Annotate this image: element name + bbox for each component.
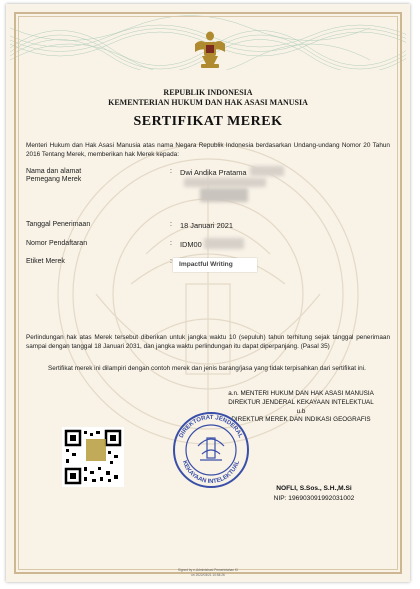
certificate-title: SERTIFIKAT MEREK bbox=[133, 114, 283, 129]
registration-value: IDM00 bbox=[180, 240, 202, 249]
signature-line-3: u.b bbox=[296, 408, 306, 415]
owner-name: Dwi Andika Pratama bbox=[180, 168, 247, 177]
attachment-paragraph: Sertifikat merek ini dilampiri dengan contoh merek dan jenis barang/jasa yang tidak terpisahkan dari sertifikat ini. bbox=[48, 365, 366, 372]
stamp-bottom-text: KEKAYAAN INTELEKTUAL bbox=[180, 459, 242, 486]
registration-colon: : bbox=[170, 240, 172, 247]
intro-paragraph: Menteri Hukum dan Hak Asasi Manusia atas nama Negara Republik Indonesia berdasarkan Undang-undang Nomor 20 Tahun 2016 Tentang Merek, memberikan hak Merek kepada: bbox=[26, 142, 390, 158]
official-stamp-icon bbox=[170, 410, 252, 490]
signature-line-2: DIREKTUR JENDERAL KEKAYAAN INTELEKTUAL bbox=[228, 399, 374, 406]
owner-label: Nama dan alamat Pemegang Merek bbox=[26, 168, 82, 183]
footer-line-2: on 2022/03/21 10:54:26 bbox=[191, 573, 225, 577]
owner-colon: : bbox=[170, 168, 172, 175]
footer-line-1: Signed by e-Administrasi Pemerintahan KI bbox=[178, 568, 238, 572]
stamp-top-text: DIREKTORAT JENDERAL bbox=[178, 414, 244, 440]
brand-label-text: Impactful Writing bbox=[179, 261, 233, 268]
garuda-emblem-icon bbox=[193, 30, 227, 70]
registration-label: Nomor Pendaftaran bbox=[26, 240, 88, 247]
qr-logo-overlay bbox=[86, 439, 106, 461]
brand-label-label: Etiket Merek bbox=[26, 258, 65, 265]
signature-line-4: DIREKTUR MEREK DAN INDIKASI GEOGRAFIS bbox=[231, 416, 371, 423]
redacted-block bbox=[204, 238, 244, 249]
svg-text:DIREKTORAT JENDERAL bbox=[179, 415, 244, 439]
date-label: Tanggal Penerimaan bbox=[26, 221, 91, 228]
signatory-name: NOFLI, S.Sos., S.H.,M.Si bbox=[276, 485, 352, 492]
date-colon: : bbox=[170, 221, 172, 228]
qr-code bbox=[62, 427, 124, 487]
signatory-nip: NIP: 196903091992031002 bbox=[273, 495, 355, 502]
brand-label-box bbox=[173, 258, 257, 272]
country-heading: REPUBLIK INDONESIA bbox=[163, 88, 253, 97]
redacted-block bbox=[184, 178, 266, 187]
brand-label-colon: : bbox=[170, 258, 172, 265]
redacted-block bbox=[200, 188, 248, 202]
date-value: 18 Januari 2021 bbox=[180, 221, 234, 230]
protection-paragraph: Perlindungan hak atas Merek tersebut diberikan untuk jangka waktu 10 (sepuluh) tahun terhitung sejak tanggal penerimaan sampai dengan tanggal 18 Januari 2031, dan jangka waktu perlindungan itu dapat diperpanjang. (Pasal 35) bbox=[26, 334, 390, 350]
redacted-block bbox=[250, 166, 284, 176]
signature-line-1: a.n. MENTERI HUKUM DAN HAK ASASI MANUSIA bbox=[228, 390, 374, 397]
certificate bbox=[6, 4, 410, 582]
ministry-heading: KEMENTERIAN HUKUM DAN HAK ASASI MANUSIA bbox=[108, 98, 308, 107]
